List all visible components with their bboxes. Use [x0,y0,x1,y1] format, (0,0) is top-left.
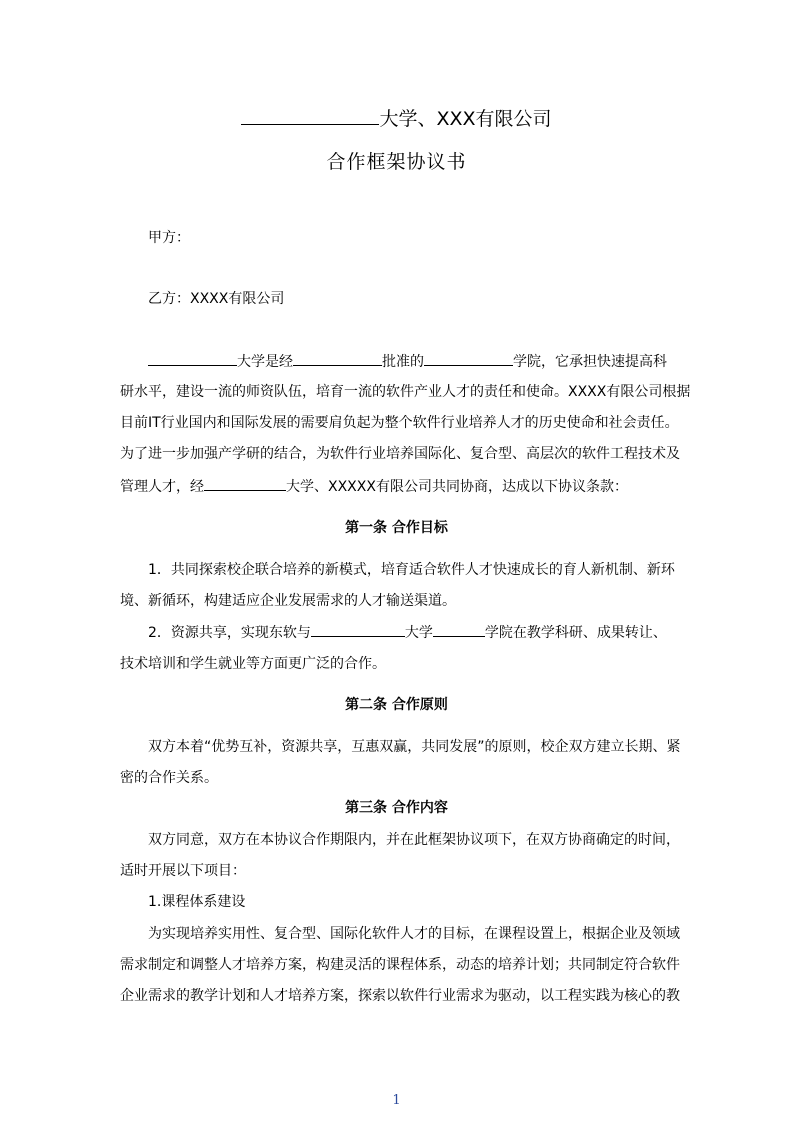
article-1-item-1-line-1: 1．共同探索校企联合培养的新模式，培育适合软件人才快速成长的育人新机制、新环 [148,562,675,578]
article-2-line-2: 密的合作关系。 [120,770,218,786]
article-1-item-2-line-1: 2．资源共享，实现东软与 大学 学院在教学科研、成果转让、 [148,622,667,643]
article-3-sub-line-3: 企业需求的教学计划和人才培养方案，探索以软件行业需求为驱动，以工程实践为核心的教 [120,988,680,1004]
intro-line-1: 大学是经 批准的 学院，它承担快速提高科 [148,351,667,372]
blank-underline [241,110,379,125]
article-2-heading: 第二条 合作原则 [345,697,448,713]
article-3-heading: 第三条 合作内容 [345,800,448,816]
article-3-line-2: 适时开展以下项目： [120,863,246,879]
intro-line-4: 为了进一步加强产学研的结合，为软件行业培养国际化、复合型、高层次的软件工程技术及 [120,446,680,462]
party-a: 甲方： [148,230,190,246]
party-b: 乙方：XXXX有限公司 [148,291,285,307]
article-3-line-1: 双方同意，双方在本协议合作期限内，并在此框架协议项下，在双方协商确定的时间， [148,832,680,848]
article-3-sub-line-1: 为实现培养实用性、复合型、国际化软件人才的目标，在课程设置上，根据企业及领域 [148,926,680,942]
blank-underline [311,622,405,637]
article-1-item-1-line-2: 境、新循环，构建适应企业发展需求的人才输送渠道。 [120,593,456,609]
article-1-item-2-line-2: 技术培训和学生就业等方面更广泛的合作。 [120,656,386,672]
intro-line-3: 目前IT行业国内和国际发展的需要肩负起为整个软件行业培养人才的历史使命和社会责任。 [120,415,679,431]
article-3-sub-line-2: 需求制定和调整人才培养方案，构建灵活的课程体系，动态的培养计划；共同制定符合软件 [120,957,680,973]
article-3-subheading-1: 1.课程体系建设 [148,894,246,910]
document-title-line1: 大学、XXX有限公司 [0,104,793,131]
blank-underline [204,476,286,491]
intro-line-2: 研水平，建设一流的师资队伍，培育一流的软件产业人才的责任和使命。XXXX有限公司根据 [120,384,691,400]
blank-underline [424,351,513,366]
blank-underline [433,622,485,637]
article-1-heading: 第一条 合作目标 [345,520,448,536]
page-number: 1 [392,1093,401,1108]
blank-underline [293,351,382,366]
intro-line-5: 管理人才，经 大学、XXXXX有限公司共同协商，达成以下协议条款： [120,476,628,497]
blank-underline [148,351,237,366]
document-title-line2: 合作框架协议书 [326,151,467,173]
article-2-line-1: 双方本着“优势互补，资源共享，互惠双赢，共同发展”的原则，校企双方建立长期、紧 [148,739,681,755]
